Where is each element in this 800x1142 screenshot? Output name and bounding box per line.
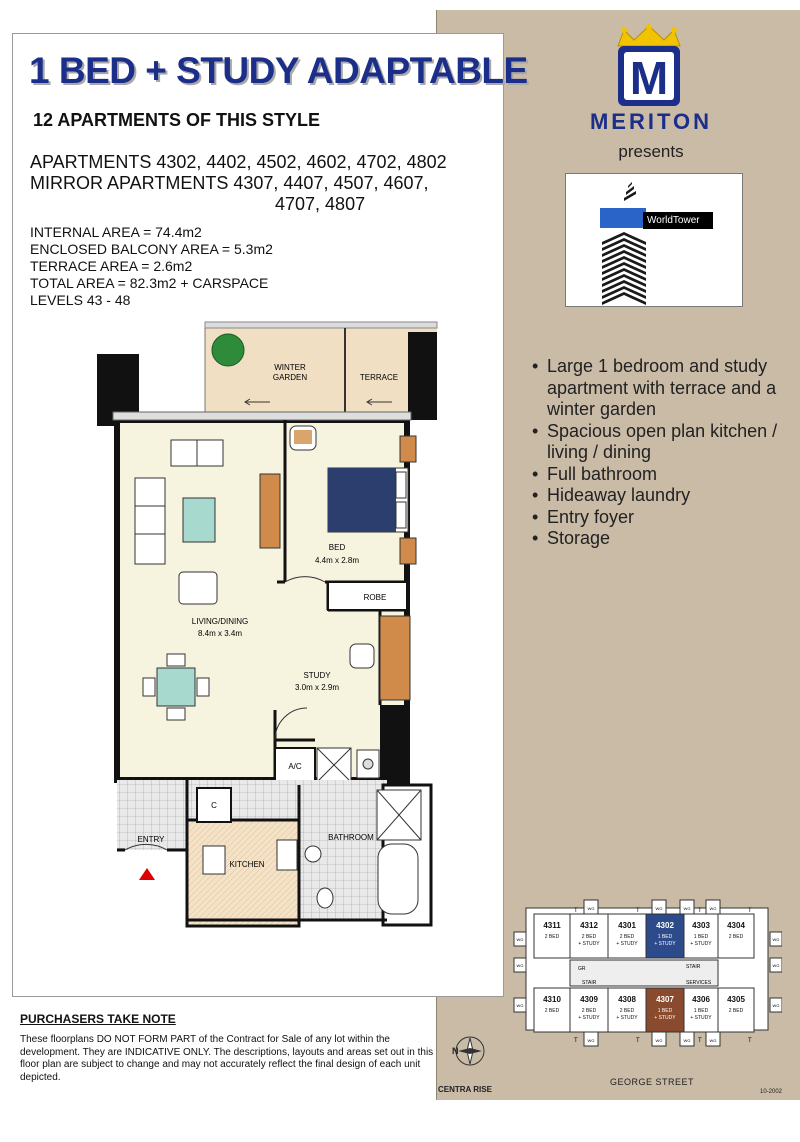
key-unit-type: 2 BED — [544, 1008, 560, 1014]
armchair-icon — [179, 572, 217, 604]
key-unit-number: 4311 — [543, 921, 561, 930]
key-unit-number: 4307 — [656, 995, 674, 1004]
robe-label: ROBE — [363, 593, 387, 602]
key-unit-number: 4310 — [543, 995, 561, 1004]
bed-icon — [328, 468, 396, 532]
feature-item: • Spacious open plan kitchen / living / dining — [532, 421, 792, 464]
area-facts — [30, 224, 273, 309]
key-wg: WG — [709, 906, 717, 911]
bedside-table-icon — [400, 436, 416, 462]
key-wg: WG — [683, 906, 691, 911]
total-area: TOTAL AREA = 82.3m2 + CARSPACE — [30, 275, 269, 291]
key-unit-number: 4303 — [692, 921, 710, 930]
meriton-logo — [614, 24, 684, 108]
tower-chevrons-icon — [566, 174, 742, 306]
key-unit-type-2: + STUDY — [578, 1015, 600, 1021]
kitchen-label: KITCHEN — [229, 860, 265, 869]
storage-block — [380, 705, 410, 785]
key-wg: WG — [587, 1038, 595, 1043]
key-unit-type: 2 BED — [581, 934, 597, 940]
key-unit-number: 4301 — [618, 921, 636, 930]
key-unit-type-2: + STUDY — [690, 1015, 712, 1021]
key-unit-type: 1 BED — [693, 934, 709, 940]
feature-item: • Large 1 bedroom and study apartment with terrace and a winter garden — [532, 356, 792, 421]
entry-label: ENTRY — [137, 835, 165, 844]
logo-letter: M — [629, 52, 669, 104]
basin-icon — [305, 846, 321, 862]
study-label: STUDY — [303, 671, 331, 680]
crown-icon — [618, 24, 680, 46]
key-t: T — [574, 1038, 578, 1044]
key-t: T — [748, 1038, 752, 1044]
disclaimer-text: These floorplans DO NOT FORM PART of the Contract for Sale of any lot within the development. They are INDICATIVE ONLY. The descriptions, layouts and areas set out in this floor plan are subject to change and may not accurately reflect the final design of each unit depicted. — [20, 1034, 434, 1083]
key-wg: WG — [683, 1038, 691, 1043]
feature-item: • Hideaway laundry — [532, 485, 792, 507]
cooktop-icon — [203, 846, 225, 874]
key-unit-number: 4302 — [656, 921, 674, 930]
mirror-apartments-line: MIRROR APARTMENTS 4307, 4407, 4507, 4607, — [30, 173, 429, 193]
bed-label: BED — [328, 543, 346, 552]
key-wg: WG — [772, 1003, 780, 1008]
key-wg: WG — [772, 937, 780, 942]
balcony-area: ENCLOSED BALCONY AREA = 5.3m2 — [30, 241, 273, 257]
living-size: 8.4m x 3.4m — [197, 629, 243, 638]
key-unit-number: 4305 — [727, 995, 745, 1004]
key-wg: WG — [516, 963, 524, 968]
key-unit-type: 2 BED — [619, 934, 635, 940]
key-stair: STAIR — [686, 964, 701, 970]
armchair-icon — [290, 426, 316, 450]
ac-label: A/C — [288, 762, 302, 771]
presents-text: presents — [618, 142, 684, 161]
study-size: 3.0m x 2.9m — [294, 683, 340, 692]
feature-list — [532, 356, 792, 550]
key-unit-number: 4304 — [727, 921, 745, 930]
key-plan — [512, 888, 782, 1058]
page-title: 1 BED + STUDY ADAPTABLE — [29, 50, 528, 91]
brand-name: MERITON — [589, 109, 713, 134]
key-t: T — [698, 1038, 702, 1044]
cupboard-label: C — [211, 801, 217, 810]
tv-unit-icon — [260, 474, 280, 548]
bedside-table-icon — [400, 538, 416, 564]
feature-item: • Entry foyer — [532, 507, 792, 529]
feature-item: • Full bathroom — [532, 464, 792, 486]
key-wg: WG — [772, 963, 780, 968]
desk-chair-icon — [350, 644, 374, 668]
key-t: T — [636, 1038, 640, 1044]
key-unit-type: 2 BED — [544, 934, 560, 940]
key-wg: WG — [587, 906, 595, 911]
key-unit-number: 4312 — [580, 921, 598, 930]
key-stair: STAIR — [582, 980, 597, 986]
key-t: T — [574, 908, 578, 914]
feature-item: • Storage — [532, 528, 792, 550]
centra-rise-label: CENTRA RISE — [438, 1085, 492, 1094]
plant-icon — [212, 334, 244, 366]
key-unit-number: 4306 — [692, 995, 710, 1004]
key-gr: GR — [578, 966, 586, 972]
key-unit-type-2: + STUDY — [690, 941, 712, 947]
key-unit-type-2: + STUDY — [654, 941, 676, 947]
world-tower-label: WorldTower — [643, 212, 713, 229]
column — [408, 332, 437, 420]
key-t: T — [636, 908, 640, 914]
internal-area: INTERNAL AREA = 74.4m2 — [30, 224, 202, 240]
apartment-numbers — [30, 152, 447, 215]
key-wg: WG — [516, 1003, 524, 1008]
sofa-icon — [135, 478, 165, 564]
compass-icon — [446, 1030, 488, 1072]
key-unit-type: 2 BED — [619, 1008, 635, 1014]
george-street-label: GEORGE STREET — [610, 1077, 695, 1087]
terrace-label: TERRACE — [359, 373, 399, 382]
key-unit-number: 4308 — [618, 995, 636, 1004]
take-note-heading: PURCHASERS TAKE NOTE — [20, 1012, 176, 1026]
key-wg: WG — [516, 937, 524, 942]
key-t: T — [698, 908, 702, 914]
key-wg: WG — [655, 1038, 663, 1043]
terrace-area: TERRACE AREA = 2.6m2 — [30, 258, 193, 274]
key-unit-type-2: + STUDY — [616, 941, 638, 947]
key-unit-type: 1 BED — [657, 934, 673, 940]
bath-icon — [378, 844, 418, 914]
winter-garden-label: WINTER — [274, 363, 306, 372]
key-unit-number: 4309 — [580, 995, 598, 1004]
sink-icon — [277, 840, 297, 870]
apartments-line: APARTMENTS 4302, 4402, 4502, 4602, 4702, 4802 — [30, 152, 447, 172]
key-unit-type: 2 BED — [728, 1008, 744, 1014]
coffee-table-icon — [183, 498, 215, 542]
key-wg: WG — [655, 906, 663, 911]
key-unit-type: 2 BED — [728, 934, 744, 940]
key-unit-type: 1 BED — [657, 1008, 673, 1014]
key-unit-type-2: + STUDY — [654, 1015, 676, 1021]
key-unit-type-2: + STUDY — [616, 1015, 638, 1021]
apartment-count: 12 APARTMENTS OF THIS STYLE — [33, 110, 321, 130]
world-tower-logo-box — [565, 173, 743, 307]
key-services: SERVICES — [686, 980, 712, 986]
mirror-apartments-line-2: 4707, 4807 — [275, 194, 366, 214]
key-wg: WG — [709, 1038, 717, 1043]
toilet-icon — [317, 888, 333, 908]
study-desk-icon — [380, 616, 410, 700]
winter-garden-label-2: GARDEN — [272, 373, 308, 382]
date-label: 10-2002 — [760, 1089, 783, 1095]
living-label: LIVING/DINING — [191, 617, 249, 626]
key-unit-type-2: + STUDY — [578, 941, 600, 947]
bathroom-label: BATHROOM — [328, 833, 374, 842]
levels: LEVELS 43 - 48 — [30, 292, 131, 308]
key-unit-type: 2 BED — [581, 1008, 597, 1014]
key-unit-type: 1 BED — [693, 1008, 709, 1014]
floor-plan — [95, 320, 440, 930]
compass-n: N — [452, 1046, 459, 1056]
bed-size: 4.4m x 2.8m — [314, 556, 360, 565]
key-t: T — [748, 908, 752, 914]
